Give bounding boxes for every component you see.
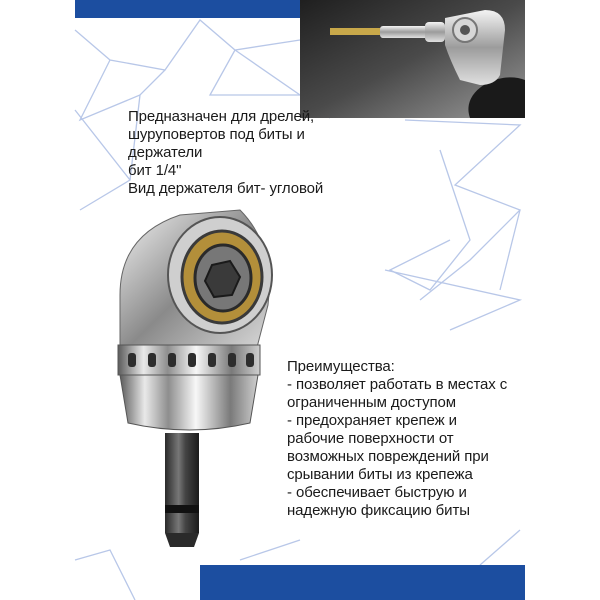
bottom-accent-bar — [200, 565, 525, 600]
top-accent-bar — [75, 0, 308, 18]
advantages-text: Преимущества: - позволяет работать в местах с ограниченным доступом - предохраняет крепеж и рабочие поверхности от возможных повреждений при срывании биты из крепежа - обеспечивает быструю и надежную фиксацию биты — [287, 358, 508, 519]
angle-bit-holder-image — [100, 205, 280, 555]
product-photo — [300, 0, 525, 118]
product-photo-illustration — [300, 0, 525, 118]
description-text: Предназначен для дрелей, шуруповертов под биты и держатели бит 1/4" Вид держателя бит- угловой — [128, 108, 324, 197]
